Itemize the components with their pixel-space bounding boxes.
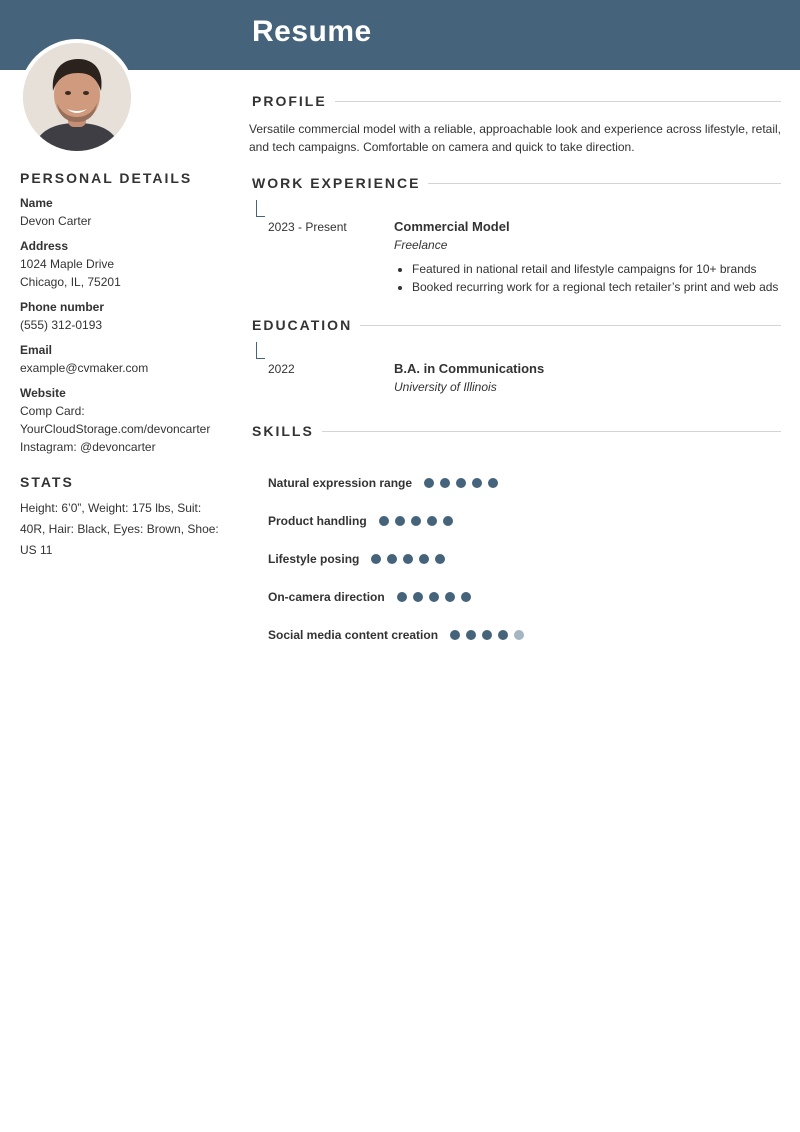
name-value: Devon Carter [20,214,92,228]
personal-details-heading: PERSONAL DETAILS [20,170,193,186]
work-date: 2023 - Present [268,220,347,234]
work-bullets [394,260,781,296]
skill-rating [424,478,498,488]
skill-name: Social media content creation [268,628,439,642]
stats-text: Height: 6’0”, Weight: 175 lbs, Suit: 40R, Hair: Black, Eyes: Brown, Shoe: US 11 [20,501,219,557]
skill-rating [450,630,524,640]
skill-name: Product handling [268,514,367,528]
address-line-1: 1024 Maple Drive [20,257,115,271]
work-employer: Freelance [394,238,448,252]
section-divider [360,325,781,326]
phone-label: Phone number [20,300,105,314]
address-label: Address [20,239,69,253]
rating-dot-empty-icon [514,630,524,640]
website-line-1: Comp Card: [20,404,85,418]
website-label: Website [20,386,66,400]
rating-dot-filled-icon [443,516,453,526]
address-line-2: Chicago, IL, 75201 [20,275,121,289]
work-entry [249,202,781,296]
education-entry-body [394,344,781,402]
skill-row [268,540,781,578]
skill-rating [379,516,453,526]
website-link[interactable]: YourCloudStorage.com/devoncarter [20,422,211,436]
instagram-handle: Instagram: @devoncarter [20,440,156,454]
rating-dot-filled-icon [450,630,460,640]
avatar-photo [19,39,135,155]
rating-dot-filled-icon [395,516,405,526]
education-school: University of Illinois [394,380,497,394]
work-bullet: • Booked recurring work for a regional tech retailer’s print and web ads [412,278,781,296]
skills-list [249,450,781,654]
skill-rating [397,592,471,602]
phone-value: (555) 312-0193 [20,318,103,332]
rating-dot-filled-icon [411,516,421,526]
rating-dot-filled-icon [424,478,434,488]
stats-heading: STATS [20,474,74,490]
profile-section-header [249,90,781,112]
education-entry [249,344,781,402]
rating-dot-filled-icon [403,554,413,564]
timeline-marker-icon [256,200,265,217]
timeline-marker-icon [256,342,265,359]
rating-dot-filled-icon [440,478,450,488]
skill-row [268,616,781,654]
profile-text: Versatile commercial model with a reliable, approachable look and experience across lifestyle, retail, and tech campaigns. Comfortable on camera and quick to take direction. [249,122,781,154]
rating-dot-filled-icon [498,630,508,640]
education-section-header [249,314,781,336]
rating-dot-filled-icon [387,554,397,564]
education-date: 2022 [268,362,295,376]
section-divider [428,183,781,184]
rating-dot-filled-icon [419,554,429,564]
rating-dot-filled-icon [427,516,437,526]
section-divider [335,101,781,102]
rating-dot-filled-icon [397,592,407,602]
portrait-icon [23,43,131,151]
rating-dot-filled-icon [461,592,471,602]
rating-dot-filled-icon [466,630,476,640]
name-label: Name [20,196,53,210]
document-title: Resume [252,15,372,48]
work-role: Commercial Model [394,219,510,234]
work-entry-body [394,202,781,296]
main-content [249,90,781,654]
rating-dot-filled-icon [488,478,498,488]
skill-name: Natural expression range [268,476,413,490]
work-heading: WORK EXPERIENCE [252,175,421,191]
website-value [20,402,225,456]
work-section-header [249,172,781,194]
skill-row [268,578,781,616]
profile-heading: PROFILE [252,93,327,109]
rating-dot-filled-icon [456,478,466,488]
skill-name: On-camera direction [268,590,385,604]
skill-row [268,464,781,502]
skill-name: Lifestyle posing [268,552,360,566]
skills-heading: SKILLS [252,423,314,439]
skill-row [268,502,781,540]
rating-dot-filled-icon [379,516,389,526]
rating-dot-filled-icon [435,554,445,564]
skills-section-header [249,420,781,442]
email-label: Email [20,343,53,357]
education-heading: EDUCATION [252,317,353,333]
rating-dot-filled-icon [371,554,381,564]
rating-dot-filled-icon [472,478,482,488]
rating-dot-filled-icon [482,630,492,640]
email-value[interactable]: example@cvmaker.com [20,361,149,375]
education-degree: B.A. in Communications [394,361,545,376]
rating-dot-filled-icon [413,592,423,602]
work-bullet: • Featured in national retail and lifestyle campaigns for 10+ brands [412,260,781,278]
address-value [20,255,225,291]
sidebar [20,170,225,561]
rating-dot-filled-icon [429,592,439,602]
rating-dot-filled-icon [445,592,455,602]
section-divider [322,431,781,432]
skill-rating [371,554,445,564]
